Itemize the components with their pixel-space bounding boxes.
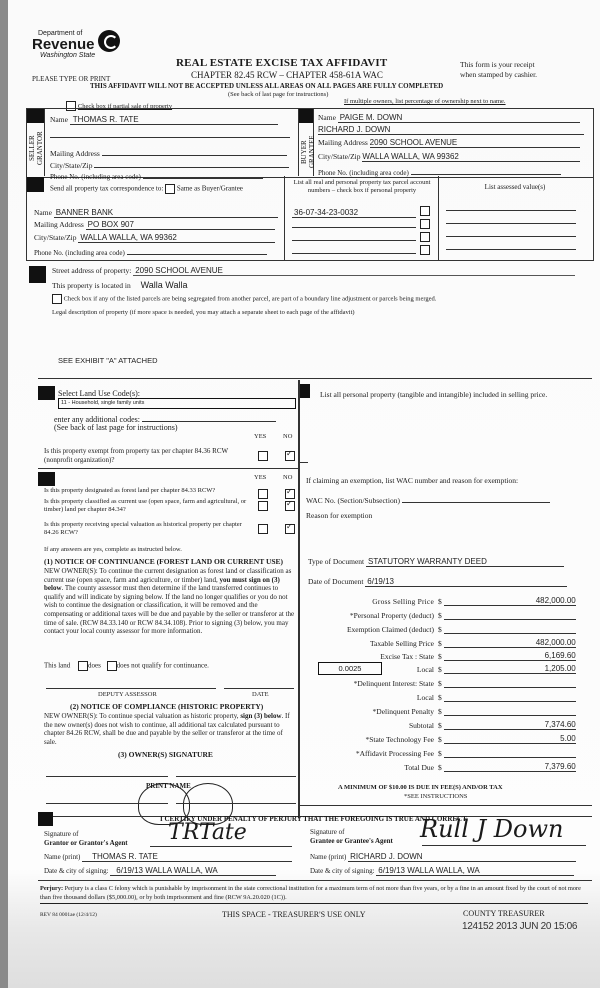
current-use-no-checkbox[interactable] [285, 501, 295, 511]
section-marker [300, 384, 310, 398]
buyer-name-field-2[interactable]: RICHARD J. DOWN [318, 125, 584, 135]
corr-phone-field[interactable] [127, 246, 267, 255]
excise-local-field[interactable]: 1,205.00 [444, 664, 576, 674]
affidavit-processing-fee-field[interactable] [444, 748, 576, 758]
form-title: REAL ESTATE EXCISE TAX AFFIDAVIT [176, 57, 388, 69]
certification-statement: I CERTIFY UNDER PENALTY OF PERJURY THAT THE FOREGOING IS TRUE AND CORRECT. [160, 815, 469, 823]
forest-question: Is this property designated as forest land per chapter 84.33 RCW? [44, 487, 216, 494]
additional-codes-row: enter any additional codes: [54, 413, 276, 424]
treasurer-stamp: 124152 2013 JUN 20 15:06 [462, 921, 578, 932]
amount-row-exemption: Exemption Claimed (deduct) $ [304, 620, 592, 634]
minimum-note: A MINIMUM OF $10.00 IS DUE IN FEE(S) AND/OR TAX [338, 784, 503, 791]
parcel-row [292, 241, 432, 259]
section-marker [27, 109, 44, 123]
seller-phone-row: Phone No. (including area code) [50, 170, 263, 181]
see-instructions: *SEE INSTRUCTIONS [404, 793, 468, 800]
date-label: DATE [252, 691, 269, 698]
does-qualify-checkbox[interactable] [78, 661, 88, 671]
buyer-mailing-row: Mailing Address 2090 SCHOOL AVENUE [318, 138, 580, 148]
amount-row-total: Total Due $ 7,379.60 [404, 762, 576, 772]
affidavit-page: Department of Revenue Washington State REAL ESTATE EXCISE TAX AFFIDAVIT CHAPTER 82.45 RCW – CHAPTER 458-61A WAC PLEASE TYPE OR PRINT THIS AFFIDAVIT WILL NOT BE ACCEPTED UNLESS ALL AREAS ON ALL PAGES ARE FULLY COMPLETED (See back of last page for instructions) This form is your receipt when stamped by cashier. Check box if partial sale of property If multiple owners, list percentage of ownership next to name. SELLER GRANTOR Name THOMAS R. TATE Mailing Address City/State/Zip Phone No. (including area code) BUYER GRANTEE Name PAIGE M. DOWN RICHARD J. DOWN Mailing Address 2090 SCHOOL AVENUE City/State/Zip WALLA WALLA, WA 99362 Phone No. (including area code) Send all property tax correspondence to: Same as Buyer/Grantee Name BANNER BANK Mailing Address PO BOX 907 City/State/Zip WALLA WALLA, WA 99362 Phone No. (including area code) List all real and personal property tax parcel account numbers – check box if personal property List assessed value(s) 36-07-34-23-0032 Street address of property: 2090 SCHOOL AVENUE This property is located in Walla Walla Check box if any of the listed parcels are being segregated from another parcel, are part of a boundary line adjustment or parcels being merged. Legal description of property (if more space is needed, you may attach a separate sheet to each page of the affidavit) SEE EXHIBIT "A" ATTACHED Select Land Use Code(s): 11 - Household, single family units enter any additional codes: (See back of last page for instructions) YES NO Is this property exempt from property tax per chapter 84.36 RCW (nonprofit organization)? ✓ YES NO Is this property designated as forest land per chapter 84.33 RCW? ✓ Is this property classified as current use (open space, farm and agricultural, or timber) land per chapter 84.34? ✓ Is this property receiving special valuation as historical property per chapter 84.26 RCW? ✓ If any answers are yes, complete as instructed below. (1) NOTICE OF CONTINUANCE (FOREST LAND OR CURRENT USE) NEW OWNER(S): To continue the current designation as forest land or classification as current use (open space, farm and agriculture, or timber) land, you must sign on (3) below. The county assessor must then determine if the land transferred continues to qualify and will indicate by signing below. If the land no longer qualifies or you do not wish to continue the designation or classification, it will be removed and the compensating or additional taxes will be due and payable by the seller or transferor at the time of sale. (RCW 84.33.140 or RCW 84.34.108). Prior to signing (3) below, you may contact your local county assessor for more information. This land does does not qualify for continuance. DEPUTY ASSESSOR DATE (2) NOTICE OF COMPLIANCE (HISTORIC PROPERTY) NEW OWNER(S): To continue special valuation as historic property, sign (3) below. If the new owner(s) does not wish to continue, all additional tax calculated pursuant to chapter 84.26 RCW, shall be due and payable by the seller or transferor at the time of sale. (3) OWNER(S) SIGNATURE PRINT NAME List all personal property (tangible and intangible) included in selling price. If claiming an exemption, list WAC number and reason for exemption: WAC No. (Section/Subsection) Reason for exemption Type of Document STATUTORY WARRANTY DEED Date of Document 6/19/13 Gross Selling Price $ 482,000.00 *Personal Property (deduct) $ Exemption Claimed (deduct) $ Taxable Selling Price $ 482,000.00 Excise Tax : State $ 6,169.60 0.0025 Local $ 1,205.00 *Delinquent Interest: State $ Local $ *Delinquent Penalty $ Subtotal $ 7,374.60 *State Technology Fee $ 5.00 *Affidavit Processing Fee $ Total Due $ 7,379.60 A MINIMUM OF $10.00 IS DUE IN FEE(S) AND/OR TAX *SEE INSTRUCTIONS I CERTIFY UNDER PENALTY OF PERJURY THAT THE FOREGOING IS TRUE AND CORRECT. Signature of Grantor or Grantor's Agent TRTate Name (print) THOMAS R. TATE Date & city of signing: 6/19/13 WALLA WALLA, WA Signature of Grantee or Grantee's Agent Rull J Down Name (print) RICHARD J. DOWN Date & city of signing: 6/19/13 WALLA WALLA, WA Perjury: Perjury is a class C felony which is punishable by imprisonment in the state correctional institution for a maximum term of not more than five years, or by a fine in an amount fixed by the court of not more than five thousand dollars ($5,000.00), or by both imprisonment and fine (RCW 9A.20.020 (1C)). REV 84 0001ae (12/4/12) THIS SPACE - TREASURER'S USE ONLY COUNTY TREASURER 124152 2013 JUN 20 15:06 [8, 0, 600, 988]
historic-yes-checkbox[interactable] [258, 524, 268, 534]
corr-city-row: City/State/Zip WALLA WALLA, WA 99362 [34, 233, 275, 243]
warning-text: THIS AFFIDAVIT WILL NOT BE ACCEPTED UNLESS ALL AREAS ON ALL PAGES ARE FULLY COMPLETED [90, 82, 444, 90]
revision-label: REV 84 0001ae (12/4/12) [40, 912, 97, 918]
grantee-signature-label: Signature of Grantee or Grantee's Agent [310, 828, 393, 845]
partial-sale-row: Check box if partial sale of property [66, 101, 172, 111]
owner-signature-title: (3) OWNER(S) SIGNATURE [118, 750, 213, 759]
correspondence-row: Send all property tax correspondence to: Same as Buyer/Grantee [50, 184, 243, 193]
parcels-header: List all real and personal property tax parcel account numbers – check box if personal property [293, 179, 431, 194]
grantor-signature-field[interactable]: TRTate [168, 820, 247, 845]
deputy-assessor-label: DEPUTY ASSESSOR [98, 691, 157, 698]
notice2-title: (2) NOTICE OF COMPLIANCE (HISTORIC PROPERTY) [70, 702, 264, 711]
section-marker [27, 177, 44, 192]
section-marker [38, 472, 55, 486]
doc-type-field[interactable]: STATUTORY WARRANTY DEED [366, 557, 564, 567]
corr-mailing-row: Mailing Address PO BOX 907 [34, 220, 275, 230]
parcel-number-field[interactable] [292, 245, 416, 254]
segregated-row: Check box if any of the listed parcels are being segregated from another parcel, are part of a boundary line adjustment or parcels being merged. [52, 294, 436, 304]
local-rate-field[interactable]: 0.0025 [318, 662, 382, 675]
located-row: This property is located in Walla Walla [52, 280, 188, 290]
amount-row-processing-fee: *Affidavit Processing Fee $ [304, 744, 592, 758]
grantor-date-row: Date & city of signing: 6/19/13 WALLA WALLA, WA [44, 866, 276, 876]
personal-property-deduct-field[interactable] [444, 610, 576, 620]
subtotal-field[interactable]: 7,374.60 [444, 720, 576, 730]
total-due-field[interactable]: 7,379.60 [444, 762, 576, 772]
legal-label: Legal description of property (if more space is needed, you may attach a separate sheet to each page of the affidavit) [52, 309, 355, 316]
legal-description[interactable]: SEE EXHIBIT "A" ATTACHED [58, 356, 158, 365]
wac-row: WAC No. (Section/Subsection) [306, 494, 550, 505]
personal-property-label: List all personal property (tangible and intangible) included in selling price. [320, 390, 548, 399]
corr-city-field[interactable]: WALLA WALLA, WA 99362 [78, 233, 275, 243]
please-type: PLEASE TYPE OR PRINT [32, 75, 111, 83]
corr-name-row: Name BANNER BANK [34, 208, 278, 218]
amount-row-subtotal: Subtotal $ 7,374.60 [408, 720, 576, 730]
assessed-value-field[interactable] [446, 249, 576, 250]
notice1-title: (1) NOTICE OF CONTINUANCE (FOREST LAND OR CURRENT USE) [44, 557, 284, 566]
if-yes-note: If any answers are yes, complete as instructed below. [44, 546, 182, 553]
dor-logo: Department of Revenue Washington State [32, 30, 96, 59]
taxable-selling-price-field[interactable]: 482,000.00 [444, 638, 576, 648]
see-back-note: (See back of last page for instructions) [228, 91, 329, 98]
located-field[interactable]: Walla Walla [140, 280, 188, 290]
street-row: Street address of property: 2090 SCHOOL AVENUE [52, 266, 582, 276]
grantee-signature-field[interactable]: Rull J Down [420, 815, 564, 843]
historic-no-checkbox[interactable] [285, 524, 295, 534]
grantor-name-row: Name (print) THOMAS R. TATE [44, 852, 292, 862]
amount-row-taxable: Taxable Selling Price $ 482,000.00 [369, 638, 576, 648]
parcel-number-field[interactable] [292, 219, 416, 228]
assessed-header: List assessed value(s) [484, 183, 546, 191]
gross-selling-price-field[interactable]: 482,000.00 [444, 596, 576, 606]
grantee-date-row: Date & city of signing: 6/19/13 WALLA WALLA, WA [310, 866, 574, 876]
exemption-label: If claiming an exemption, list WAC number and reason for exemption: [306, 476, 519, 485]
exempt-no-checkbox[interactable] [285, 451, 295, 461]
exempt-yes-checkbox[interactable] [258, 451, 268, 461]
section-marker [299, 109, 313, 123]
current-use-question: Is this property classified as current use (open space, farm and agricultural, or timber) land per chapter 84.34? [44, 498, 247, 513]
seller-mailing-field[interactable] [102, 146, 287, 156]
assessed-value-field[interactable] [446, 223, 576, 224]
assessed-value-field[interactable] [446, 236, 576, 237]
amount-row-tech-fee: *State Technology Fee $ 5.00 [365, 734, 576, 744]
buyer-phone-field[interactable] [411, 166, 561, 175]
notice1-body: NEW OWNER(S): To continue the current designation as forest land or classification as current use (open space, farm and agriculture, or timber) land, you must sign on (3) below. The county assessor must then determine if the land transferred continues to qualify and will indicate by signing below. If the land no longer qualifies or you do not wish to continue the designation or classification, it will be removed and the compensating or additional taxes will be due and payable by the seller or transferor at the time of sale. (RCW 84.33.140 or RCW 84.34.108). Prior to signing (3) below, you may contact your local county assessor for more information. [44, 567, 295, 636]
amounts-table [304, 592, 592, 772]
delinquent-interest-state-field[interactable] [444, 678, 576, 688]
exemption-claimed-field[interactable] [444, 624, 576, 634]
corr-phone-row: Phone No. (including area code) [34, 246, 267, 257]
perjury-note: Perjury: Perjury is a class C felony which is punishable by imprisonment in the state correctional institution for a maximum term of not more than five years, or by a fine in an amount fixed by the court of not more than five thousand dollars ($5,000.00), or by both imprisonment and fine (RCW 9A.20.020 (1C)). [40, 885, 588, 904]
receipt-note: This form is your receipt when stamped by cashier. [460, 60, 538, 79]
seller-name-field[interactable]: THOMAS R. TATE [70, 115, 278, 125]
grantee-date-field[interactable]: 6/19/13 WALLA WALLA, WA [376, 866, 574, 876]
buyer-name-field-1[interactable]: PAIGE M. DOWN [338, 113, 580, 123]
grantor-signature-label: Signature of Grantor or Grantor's Agent [44, 830, 128, 847]
grantee-name-field[interactable]: RICHARD J. DOWN [348, 852, 576, 862]
buyer-mailing-field[interactable]: 2090 SCHOOL AVENUE [370, 138, 580, 148]
section-marker [29, 266, 46, 283]
buyer-phone-row: Phone No. (including area code) [318, 166, 561, 177]
corr-mailing-field[interactable]: PO BOX 907 [86, 220, 275, 230]
section-marker [38, 386, 55, 400]
land-use-see-back: (See back of last page for instructions) [54, 423, 178, 432]
land-use-code-select[interactable]: 11 - Household, single family units [58, 398, 296, 409]
assessed-value-field[interactable] [446, 210, 576, 211]
historic-question: Is this property receiving special valuation as historical property per chapter 84.26 RCW? [44, 521, 242, 536]
grantor-date-field[interactable]: 6/19/13 WALLA WALLA, WA [110, 866, 276, 876]
does-not-qualify-checkbox[interactable] [107, 661, 117, 671]
buyer-city-field[interactable]: WALLA WALLA, WA 99362 [362, 152, 580, 162]
personal-property-checkbox[interactable] [420, 245, 430, 255]
multiple-owners-note: If multiple owners, list percentage of ownership next to name. [344, 98, 506, 105]
seller-name-row: Name THOMAS R. TATE [50, 115, 290, 125]
seller-mailing-row: Mailing Address [50, 146, 287, 158]
delinquent-interest-local-field[interactable] [444, 692, 576, 702]
segregated-checkbox[interactable] [52, 294, 62, 304]
additional-codes-field[interactable] [142, 413, 276, 422]
parcel-number-field[interactable]: 36-07-34-23-0032 [292, 208, 416, 218]
buyer-city-row: City/State/Zip WALLA WALLA, WA 99362 [318, 152, 580, 162]
excise-state-field[interactable]: 6,169.60 [444, 651, 576, 661]
reason-label: Reason for exemption [306, 511, 373, 520]
amount-row-local-tax: 0.0025 Local $ 1,205.00 [304, 661, 592, 674]
amount-row-penalty: *Delinquent Penalty $ [304, 702, 592, 716]
land-use-label: Select Land Use Code(s): [58, 389, 140, 398]
form-subtitle: CHAPTER 82.45 RCW – CHAPTER 458-61A WAC [191, 70, 383, 80]
amount-row-delinquent-local: Local $ [304, 688, 592, 702]
amount-row-delinquent-state: *Delinquent Interest: State $ [304, 674, 592, 688]
doc-date-field[interactable]: 6/19/13 [365, 577, 567, 587]
amount-row-gross: Gross Selling Price $ 482,000.00 [372, 596, 576, 606]
dor-logo-icon [98, 30, 120, 52]
seller-city-row: City/State/Zip [50, 158, 289, 170]
amount-row-state-tax: Excise Tax : State $ 6,169.60 [380, 651, 576, 661]
section-marker [38, 812, 53, 826]
current-use-yes-checkbox[interactable] [258, 501, 268, 511]
corr-name-field[interactable]: BANNER BANK [54, 208, 278, 218]
amount-row-personal: *Personal Property (deduct) $ [304, 606, 592, 620]
seller-side-label: SELLER GRANTOR [28, 131, 44, 165]
exempt-question: Is this property exempt from property tax per chapter 84.36 RCW (nonprofit organization)? [44, 447, 228, 464]
wac-field[interactable] [402, 494, 550, 503]
same-as-buyer-checkbox[interactable] [165, 184, 175, 194]
buyer-name-row: Name PAIGE M. DOWN [318, 113, 580, 123]
print-name-label: PRINT NAME [146, 782, 191, 790]
grantee-name-row: Name (print) RICHARD J. DOWN [310, 852, 576, 862]
parcel-number-field[interactable] [292, 232, 416, 241]
notice2-body: NEW OWNER(S): To continue special valuation as historic property, sign (3) below. If the new owner(s) does not wish to continue, all additional tax calculated pursuant to chapter 84.26 RCW, shall be due and payable by the seller or transferor at the time of sale. [44, 712, 290, 746]
street-field[interactable]: 2090 SCHOOL AVENUE [133, 266, 575, 276]
treasurer-space-label: THIS SPACE - TREASURER'S USE ONLY [222, 910, 366, 919]
buyer-side-label: BUYER GRANTEE [300, 135, 316, 169]
county-treasurer-label: COUNTY TREASURER [463, 909, 545, 918]
seller-city-field[interactable] [94, 158, 289, 168]
state-technology-fee-field[interactable]: 5.00 [444, 734, 576, 744]
delinquent-penalty-field[interactable] [444, 706, 576, 716]
grantor-name-field[interactable]: THOMAS R. TATE [82, 852, 292, 862]
doc-date-row: Date of Document 6/19/13 [308, 577, 567, 587]
doc-type-row: Type of Document STATUTORY WARRANTY DEED [308, 557, 564, 567]
continuance-row: This land does does not qualify for continuance. [44, 661, 209, 670]
